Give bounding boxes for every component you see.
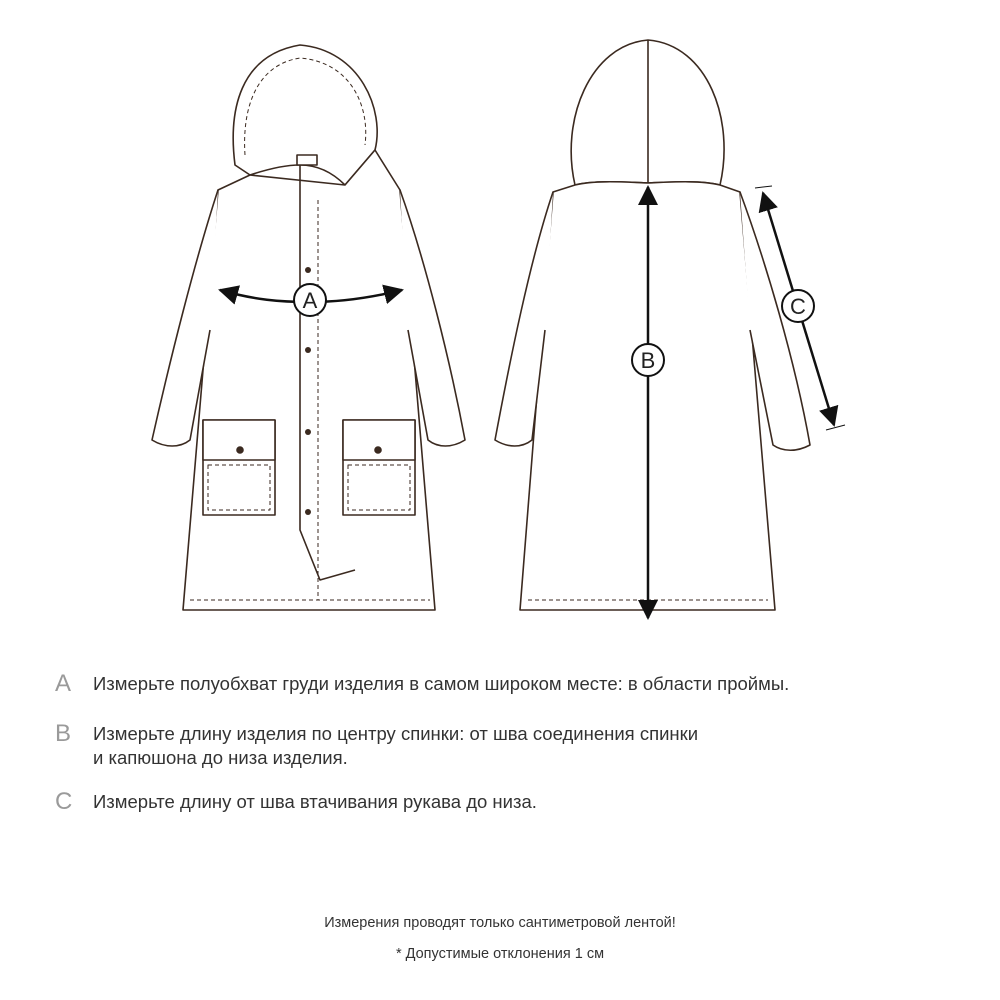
left-pocket — [203, 420, 275, 515]
instruction-text: Измерьте длину от шва втачивания рукава до низа. — [93, 791, 537, 812]
tolerance-note: * Допустимые отклонения 1 см — [395, 946, 605, 962]
instruction-text: Измерьте полуобхват груди изделия в самом широком месте: в области проймы. — [93, 673, 790, 694]
instruction-text-line2: и капюшона до низа изделия. — [93, 747, 348, 768]
tape-note: Измерения проводят только сантиметровой лентой! — [324, 915, 676, 931]
instruction-c — [55, 790, 537, 814]
instruction-a — [55, 672, 789, 696]
coat-front-view — [152, 45, 465, 610]
instruction-letter: C — [55, 788, 73, 815]
svg-text:A: A — [302, 288, 318, 313]
svg-text:C: C — [790, 294, 806, 319]
instruction-text-line1: Измерьте длину изделия по центру спинки: от шва соединения спинки — [93, 723, 699, 744]
coat-back-view — [495, 40, 810, 610]
instruction-letter: B — [55, 720, 72, 747]
marker-c — [782, 290, 814, 322]
front-body — [183, 150, 435, 610]
instruction-b — [55, 722, 698, 770]
right-pocket — [343, 420, 415, 515]
instruction-letter: A — [55, 670, 72, 697]
marker-b — [632, 344, 664, 376]
svg-text:B: B — [640, 348, 656, 373]
marker-a — [294, 284, 326, 316]
